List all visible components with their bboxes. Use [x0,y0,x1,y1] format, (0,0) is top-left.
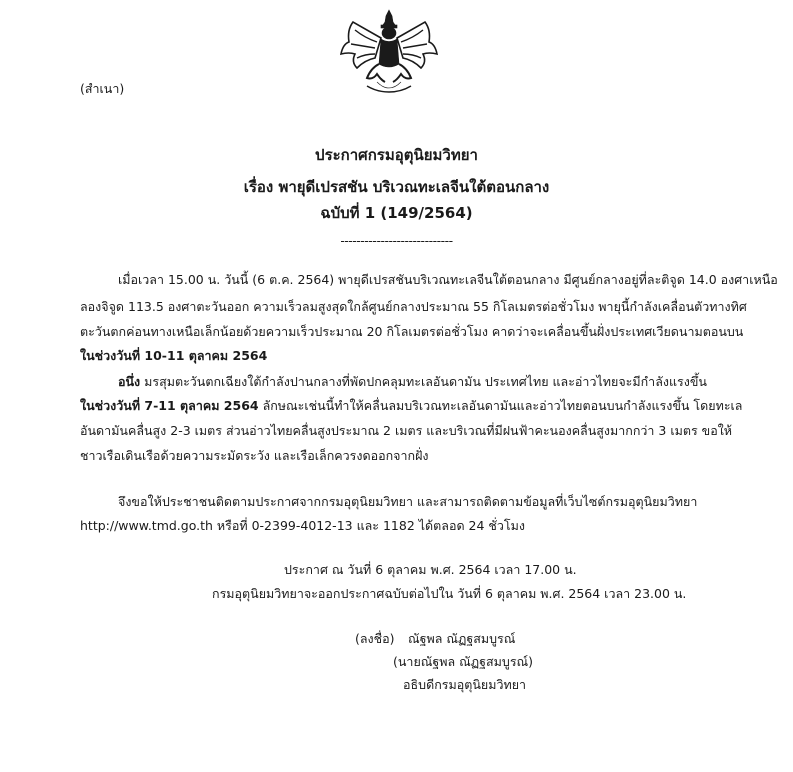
paragraph-2-lead: อนึ่ง [118,374,141,389]
paragraph-2-line-4: ชาวเรือเดินเรือด้วยความระมัดระวัง และเรือเล็กควรงดออกจากฝั่ง [80,448,429,463]
document-subject: เรื่อง พายุดีเปรสชัน บริเวณทะเลจีนใต้ตอนกลาง [243,178,550,196]
paragraph-1-line-2: ลองจิจูด 113.5 องศาตะวันออก ความเร็วลมสูงสุดใกล้ศูนย์กลางประมาณ 55 กิโลเมตรต่อชั่วโมง พายุนี้กำลังเคลื่อนตัวทางทิศ [80,299,747,314]
paragraph-2-line-1 [118,373,707,390]
document-title: ประกาศกรมอุตุนิยมวิทยา [315,146,478,164]
paragraph-1-date: ในช่วงวันที่ 10-11 ตุลาคม 2564 [80,348,268,363]
signature-name: ณัฐพล ณัฏฐสมบูรณ์ [408,631,516,646]
paragraph-2-line-3: อันดามันคลื่นสูง 2-3 เมตร ส่วนอ่าวไทยคลื่นสูงประมาณ 2 เมตร และบริเวณที่มีฝนฟ้าคะนองคลื่นสูงมากกว่า 3 เมตร ขอให้ [80,423,733,438]
copy-mark: (สำเนา) [80,81,125,96]
paragraph-1-line-3: ตะวันตกค่อนทางเหนือเล็กน้อยด้วยความเร็วประมาณ 20 กิโลเมตรต่อชั่วโมง คาดว่าจะเคลื่อนขึ้นฝั่งประเทศเวียดนามตอนบน [80,324,744,339]
paragraph-1-line-1: เมื่อเวลา 15.00 น. วันนี้ (6 ต.ค. 2564) พายุดีเปรสชันบริเวณทะเลจีนใต้ตอนกลาง มีศูนย์กลางอยู่ที่ละติจูด 14.0 องศาเหนือ [118,272,778,287]
paragraph-2-line-2-text: ลักษณะเช่นนี้ทำให้คลื่นลมบริเวณทะเลอันดามันและอ่าวไทยตอนบนกำลังแรงขึ้น โดยทะเล [258,398,743,413]
document-issue: ฉบับที่ 1 (149/2564) [320,204,473,222]
paragraph-2-date: ในช่วงวันที่ 7-11 ตุลาคม 2564 [80,398,259,413]
signature-label: (ลงชื่อ) [355,631,395,646]
paragraph-3-line-1: จึงขอให้ประชาชนติดตามประกาศจากกรมอุตุนิยมวิทยา และสามารถติดตามข้อมูลที่เว็บไซต์กรมอุตุนิยมวิทยา [118,494,698,509]
next-issue-note: กรมอุตุนิยมวิทยาจะออกประกาศฉบับต่อไปใน วันที่ 6 ตุลาคม พ.ศ. 2564 เวลา 23.00 น. [212,586,687,601]
divider: ---------------------------- [340,233,453,248]
paragraph-2-line-1-text: มรสุมตะวันตกเฉียงใต้กำลังปานกลางที่พัดปกคลุมทะเลอันดามัน ประเทศไทย และอ่าวไทยจะมีกำลังแรงขึ้น [140,374,707,389]
signature-full-name: (นายณัฐพล ณัฏฐสมบูรณ์) [393,654,534,669]
paragraph-3-line-2: http://www.tmd.go.th หรือที่ 0-2399-4012-13 และ 1182 ได้ตลอด 24 ชั่วโมง [80,518,525,533]
signature-position: อธิบดีกรมอุตุนิยมวิทยา [403,677,527,692]
paragraph-2-line-2 [80,397,742,414]
garuda-emblem-icon [337,8,441,94]
announced-date: ประกาศ ณ วันที่ 6 ตุลาคม พ.ศ. 2564 เวลา 17.00 น. [284,562,577,577]
